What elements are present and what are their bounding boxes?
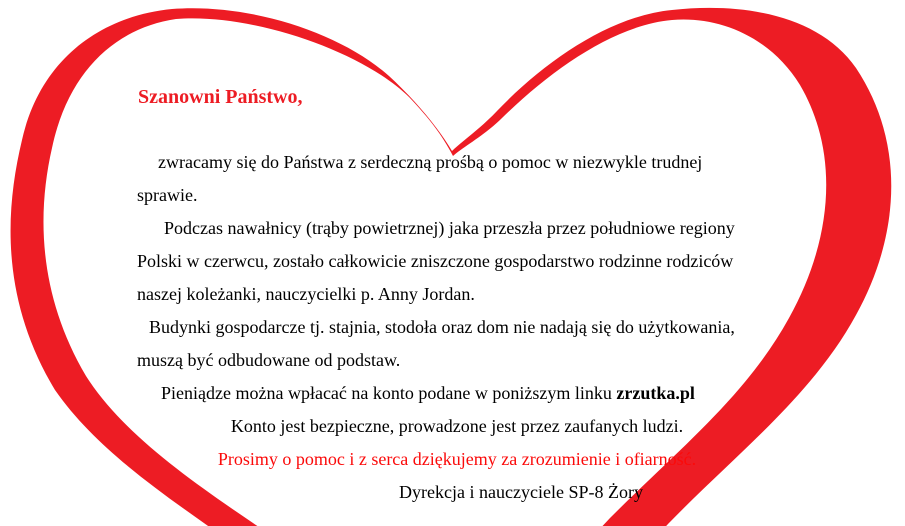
donation-info-line (137, 377, 777, 410)
letter-line-intro-2: sprawie. (137, 185, 198, 205)
zrzutka-link-label: zrzutka.pl (616, 383, 695, 403)
letter-line-storm-2: Polski w czerwcu, zostało całkowicie zniszczone gospodarstwo rodzinne rodziców (137, 251, 734, 271)
letter-line-buildings-2: muszą być odbudowane od podstaw. (137, 350, 401, 370)
letter-body (137, 146, 777, 509)
donation-info-text: Pieniądze można wpłacać na konto podane w poniższym linku (161, 383, 617, 403)
signature-line: Dyrekcja i nauczyciele SP-8 Żory (399, 482, 643, 502)
letter-line-storm-1: Podczas nawałnicy (trąby powietrznej) jaka przeszła przez południowe regiony (164, 218, 735, 238)
account-safety-line: Konto jest bezpieczne, prowadzone jest przez zaufanych ludzi. (230, 416, 684, 436)
appeal-line: Prosimy o pomoc i z serca dziękujemy za zrozumienie i ofiarność. (217, 449, 697, 469)
letter-line-intro-1: zwracamy się do Państwa z serdeczną prośbą o pomoc w niezwykle trudnej (158, 152, 703, 172)
letter-salutation: Szanowni Państwo, (138, 86, 303, 108)
letter-line-storm-3: naszej koleżanki, nauczycielki p. Anny Jordan. (137, 284, 475, 304)
letter-line-buildings-1: Budynki gospodarcze tj. stajnia, stodoła oraz dom nie nadają się do użytkowania, (149, 317, 735, 337)
